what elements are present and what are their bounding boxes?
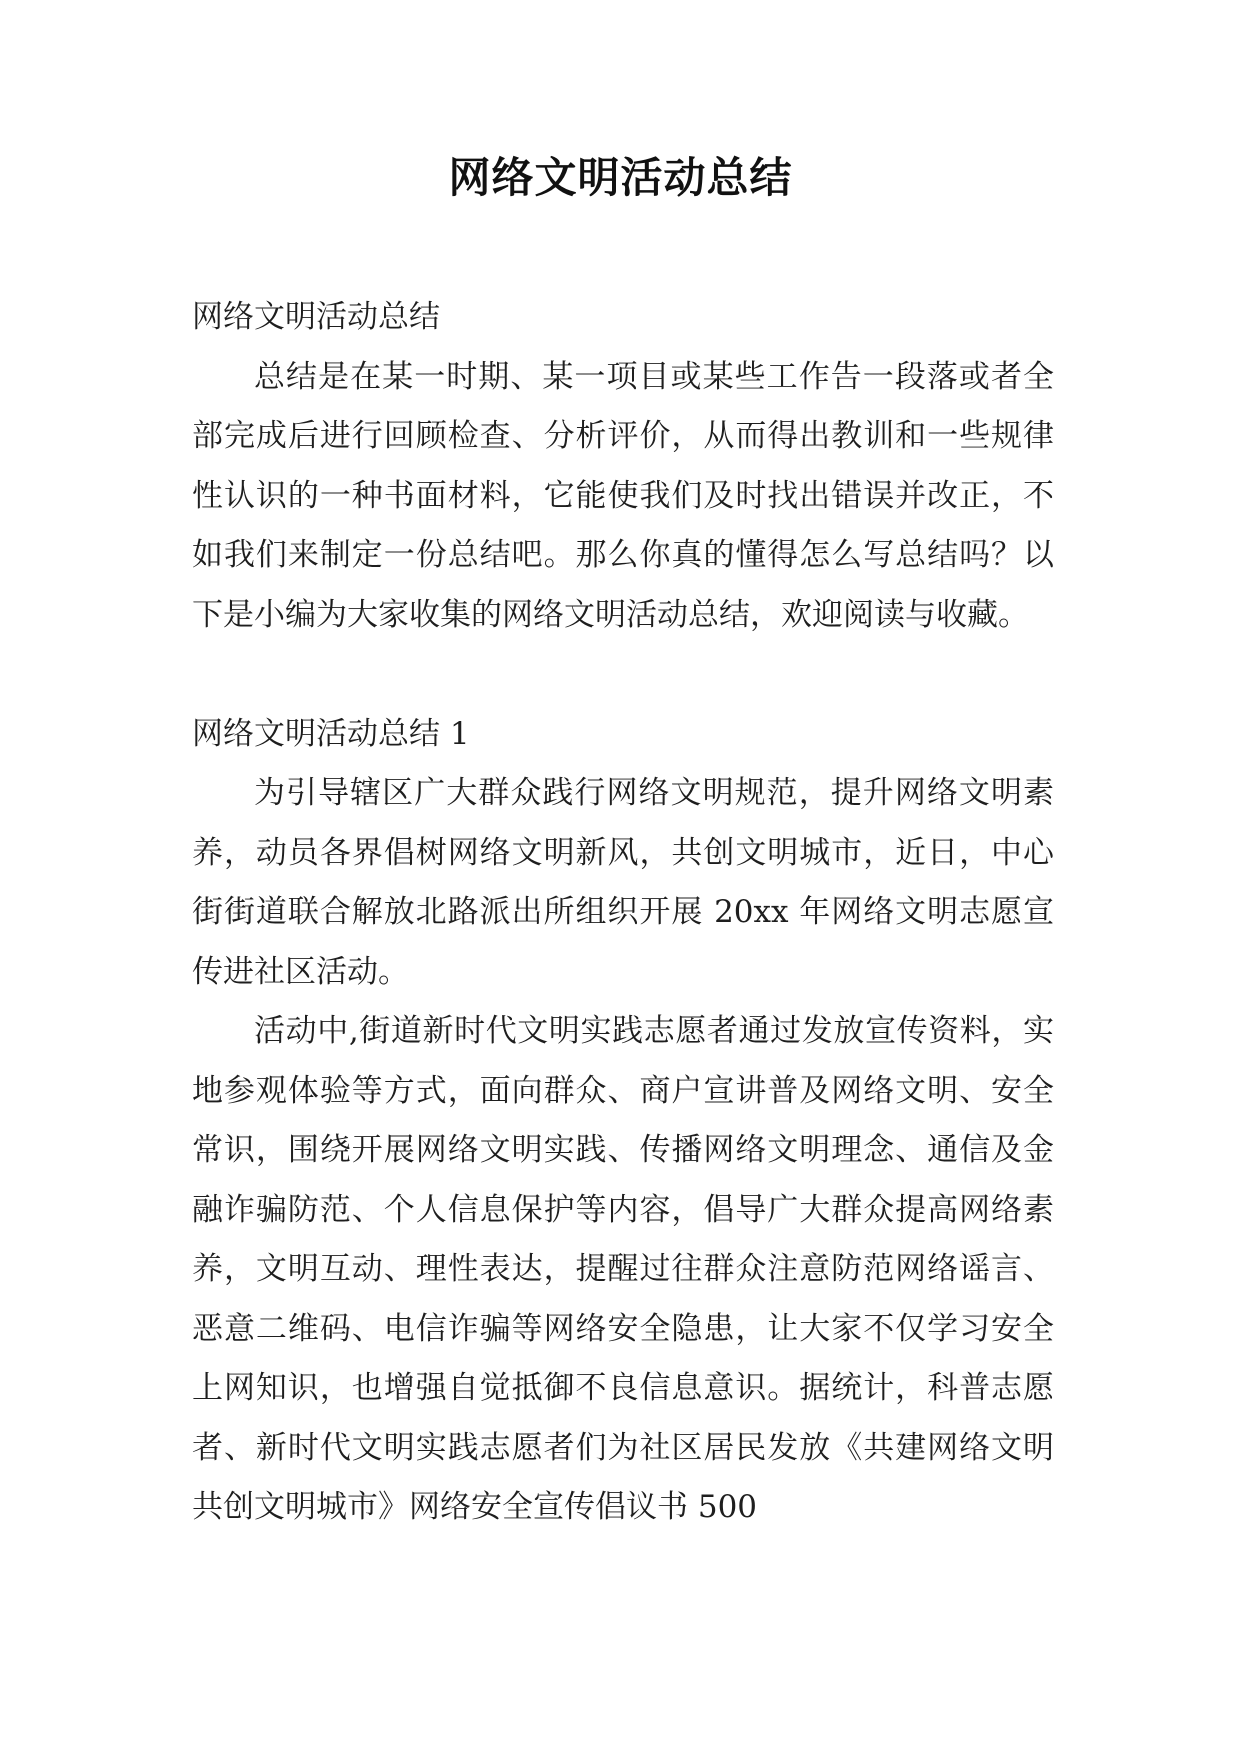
paragraph: 为引导辖区广大群众践行网络文明规范，提升网络文明素养，动员各界倡树网络文明新风，共创文明城市，近日，中心街街道联合解放北路派出所组织开展 20xx 年网络文明志愿宣传进社区活动。 (192, 775, 1054, 990)
section-heading: 网络文明活动总结 1 (192, 715, 470, 752)
paragraph-spacer (192, 645, 1054, 705)
paragraph: 活动中,街道新时代文明实践志愿者通过发放宣传资料，实地参观体验等方式，面向群众、商户宣讲普及网络文明、安全常识，围绕开展网络文明实践、传播网络文明理念、通信及金融诈骗防范、个人信息保护等内容，倡导广大群众提高网络素养，文明互动、理性表达，提醒过往群众注意防范网络谣言、恶意二维码、电信诈骗等网络安全隐患，让大家不仅学习安全上网知识，也增强自觉抵御不良信息意识。据统计，科普志愿者、新时代文明实践志愿者们为社区居民发放《共建网络文明共创文明城市》网络安全宣传倡议书 500 (192, 1013, 1054, 1525)
paragraph: 总结是在某一时期、某一项目或某些工作告一段落或者全部完成后进行回顾检查、分析评价，从而得出教训和一些规律性认识的一种书面材料，它能使我们及时找出错误并改正，不如我们来制定一份总结吧。那么你真的懂得怎么写总结吗？以下是小编为大家收集的网络文明活动总结，欢迎阅读与收藏。 (192, 358, 1054, 633)
section-heading: 网络文明活动总结 (192, 299, 440, 335)
document-body (192, 288, 1054, 1538)
document-title: 网络文明活动总结 (448, 153, 793, 202)
